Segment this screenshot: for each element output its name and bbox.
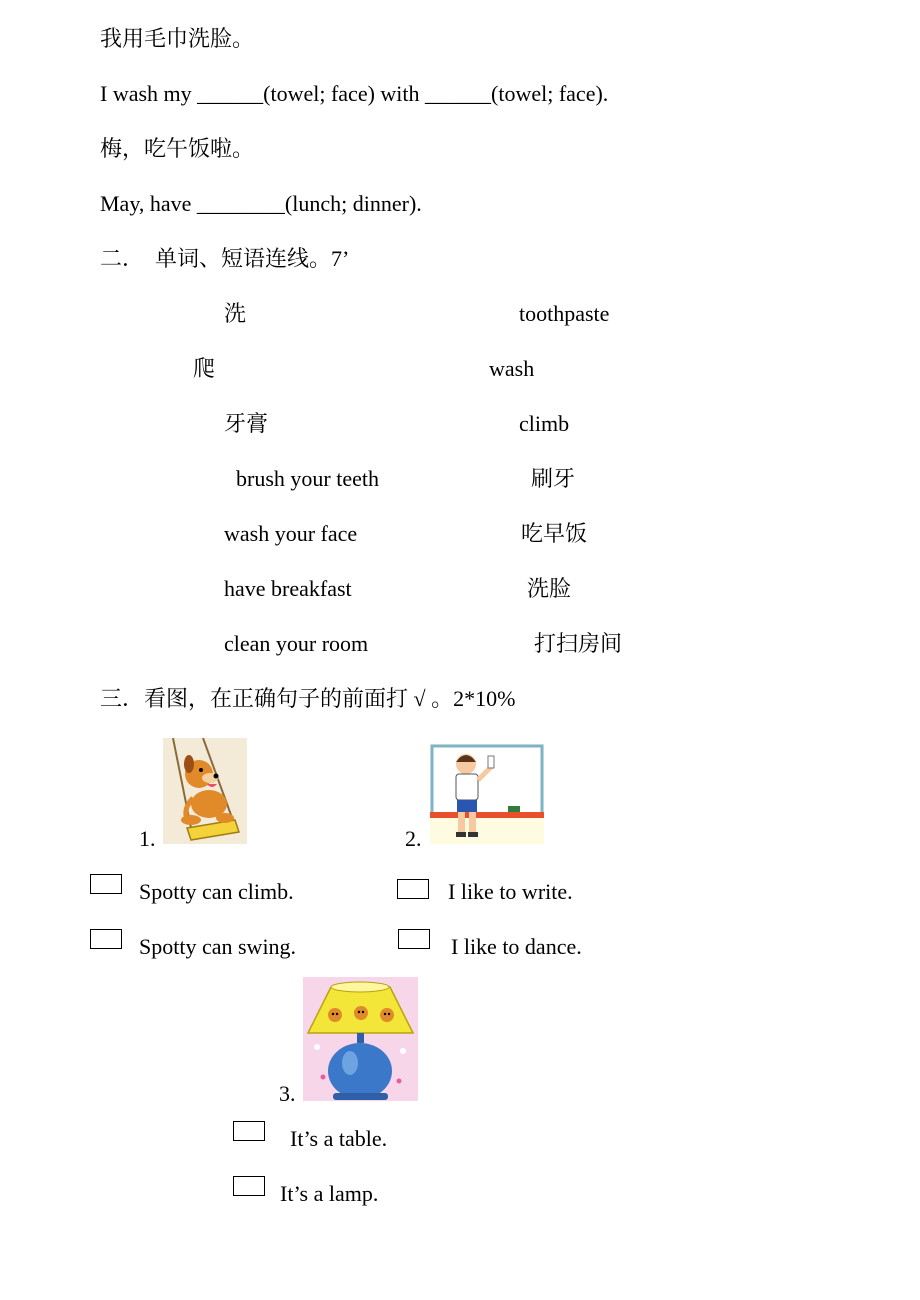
question-number-1: 1. — [139, 826, 156, 851]
match-left-item: 牙膏 — [224, 411, 269, 436]
match-left-item: have breakfast — [224, 576, 352, 601]
section3-heading: 三．看图，在正确句子的前面打 √ 。2*10% — [100, 686, 516, 711]
tick-box[interactable] — [398, 929, 430, 949]
fill-in-chinese-1: 我用毛巾洗脸。 — [100, 26, 255, 51]
match-left-item: clean your room — [224, 631, 369, 656]
option-text: I like to dance. — [451, 934, 582, 959]
question-number-3: 3. — [279, 1081, 296, 1106]
fill-in-english-2: May, have ________(lunch; dinner). — [100, 191, 422, 216]
section2-heading: 二． 单词、短语连线。7’ — [100, 246, 350, 271]
match-right-item: 刷牙 — [531, 466, 576, 491]
match-left-item: 爬 — [193, 356, 216, 381]
option-text: Spotty can swing. — [139, 934, 297, 959]
match-right-item: 打扫房间 — [534, 631, 623, 656]
fill-in-chinese-2: 梅，吃午饭啦。 — [100, 136, 255, 161]
option-text: I like to write. — [448, 879, 573, 904]
match-left-item: wash your face — [224, 521, 358, 546]
dog-swing-illustration — [163, 738, 247, 844]
option-text: It’s a lamp. — [280, 1181, 379, 1206]
tick-box[interactable] — [397, 879, 429, 899]
tick-box[interactable] — [233, 1176, 265, 1196]
match-left-item: 洗 — [224, 301, 247, 326]
match-right-item: climb — [519, 411, 570, 436]
fill-in-english-1: I wash my ______(towel; face) with ______(towel; face). — [100, 81, 609, 106]
tick-box[interactable] — [90, 874, 122, 894]
tick-box[interactable] — [233, 1121, 265, 1141]
match-right-item: toothpaste — [519, 301, 610, 326]
match-right-item: wash — [489, 356, 535, 381]
dog-on-swing-picture — [163, 738, 247, 844]
match-left-item: brush your teeth — [236, 466, 379, 491]
option-text: It’s a table. — [290, 1126, 388, 1151]
lamp-illustration — [303, 977, 418, 1101]
boy-at-whiteboard-picture — [430, 744, 544, 844]
tick-box[interactable] — [90, 929, 122, 949]
table-lamp-picture — [303, 977, 418, 1101]
match-right-item: 洗脸 — [527, 576, 572, 601]
match-right-item: 吃早饭 — [521, 521, 588, 546]
boy-whiteboard-illustration — [430, 744, 544, 844]
option-text: Spotty can climb. — [139, 879, 294, 904]
question-number-2: 2. — [405, 826, 422, 851]
